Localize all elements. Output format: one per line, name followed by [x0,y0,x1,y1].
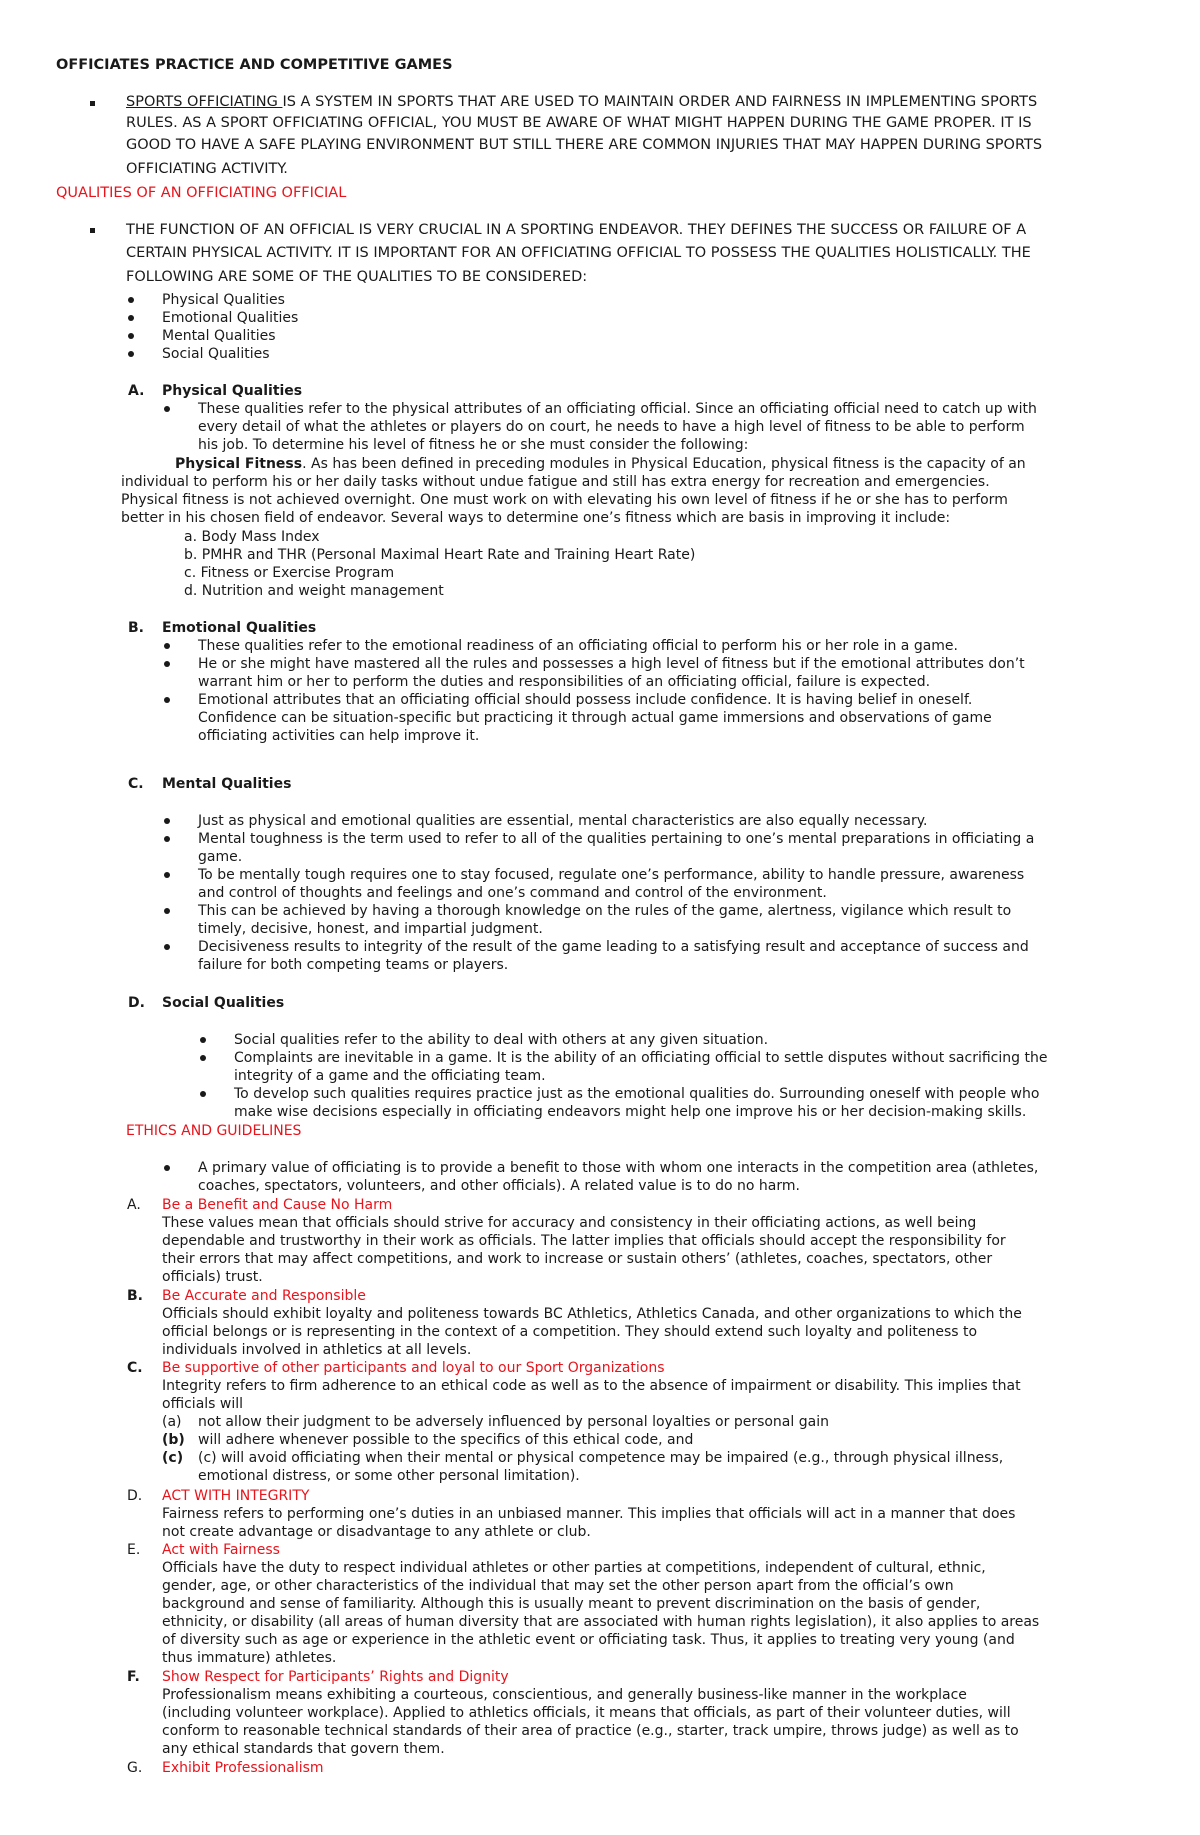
emotional-bullet-2: He or she might have mastered all the rules and possesses a high level of fitness but if the emotional attributes don’t [198,656,1025,672]
ethics-item-text: dependable and trustworthy in their work as officials. The latter implies that officials should accept the responsibility for [162,1233,1006,1249]
ethics-heading: ETHICS AND GUIDELINES [126,1123,302,1139]
bullet-dot [164,697,170,703]
fitness-line: Physical fitness is not achieved overnight. One must work on with elevating his own level of fitness if he or she has to perform [121,492,1008,508]
mental-bullet-2: Mental toughness is the term used to refer to all of the qualities pertaining to one’s mental preparations in officiating a [198,831,1035,847]
ethics-item-text: of diversity such as age or experience in the athletic event or officiating task. Thus, it applies to treating very young (and [162,1632,1015,1648]
ethics-letter: E. [127,1542,141,1558]
emotional-bullet-3-cont: Confidence can be situation-specific but practicing it through actual game immersions and observations of game [198,710,992,726]
ethics-item-text: officials will [162,1396,244,1412]
ethics-letter: G. [127,1760,143,1776]
bullet-dot [164,836,170,842]
ethics-item-text: individuals involved in athletics at all levels. [162,1342,472,1358]
fitness-way: c. Fitness or Exercise Program [184,565,395,581]
bullet-dot [164,944,170,950]
sub-text-cont: emotional distress, or some other personal limitation). [198,1468,580,1484]
bullet-dot [164,406,170,412]
section-letter: C. [128,776,144,792]
ethics-letter: D. [127,1488,143,1504]
intro-line-4: OFFICIATING ACTIVITY. [126,161,288,177]
mental-bullet-2-cont: game. [198,849,243,865]
bullet-dot [128,351,134,357]
ethics-item-text: conform to reasonable technical standards of their area of practice (e.g., starter, track umpire, throws judge) as well as to [162,1723,1019,1739]
intro-line-3: GOOD TO HAVE A SAFE PLAYING ENVIRONMENT BUT STILL THERE ARE COMMON INJURIES THAT MAY HAPPEN DURING SPORTS [126,137,1043,153]
ethics-item-title: Be a Benefit and Cause No Harm [162,1197,393,1213]
bullet-dot [200,1055,206,1061]
bullet-dot [128,315,134,321]
ethics-item-text: background and sense of familiarity. Although this is usually meant to prevent discrimination on the basis of gender, [162,1596,981,1612]
emotional-bullet-3-cont: officiating activities can help improve it. [198,728,480,744]
fitness-way: b. PMHR and THR (Personal Maximal Heart Rate and Training Heart Rate) [184,547,696,563]
ethics-letter: B. [127,1288,143,1304]
social-bullet-2: Complaints are inevitable in a game. It is the ability of an officiating official to settle disputes without sacrificing the [234,1050,1048,1066]
ethics-item-text: Professionalism means exhibiting a courteous, conscientious, and generally business-like manner in the workplace [162,1687,967,1703]
ethics-item-text: official belongs or is representing in the context of a competition. They should extend such loyalty and politeness to [162,1324,978,1340]
mental-heading: Mental Qualities [162,776,292,792]
emotional-bullet-1: These qualities refer to the emotional readiness of an officiating official to perform his or her role in a game. [198,638,958,654]
ethics-item-text: their errors that may affect competitions, and work to increase or sustain others’ (athletes, coaches, spectators, other [162,1251,993,1267]
bullet-square [90,101,95,106]
quality-list-item: Mental Qualities [162,328,276,344]
ethics-letter: F. [127,1669,140,1685]
ethics-item-text: Fairness refers to performing one’s duties in an unbiased manner. This implies that officials will act in a manner that does [162,1506,1016,1522]
intro-line-1: SPORTS OFFICIATING IS A SYSTEM IN SPORTS THAT ARE USED TO MAINTAIN ORDER AND FAIRNESS IN IMPLEMENTING SPORTS [126,94,1038,110]
ethics-item-title: Act with Fairness [162,1542,280,1558]
ethics-item-text: thus immature) athletes. [162,1650,337,1666]
social-bullet-3-cont: make wise decisions especially in officiating endeavors might help one improve his or her decision-making skills. [234,1104,1027,1120]
mental-bullet-1: Just as physical and emotional qualities are essential, mental characteristics are also equally necessary. [198,813,928,829]
emotional-bullet-2-cont: warrant him or her to perform the duties and responsibilities of an officiating official, failure is expected. [198,674,931,690]
social-bullet-2-cont: integrity of a game and the officiating team. [234,1068,546,1084]
fitness-way: a. Body Mass Index [184,529,320,545]
bullet-dot [164,1165,170,1171]
social-heading: Social Qualities [162,995,285,1011]
intro-term: SPORTS OFFICIATING [126,94,283,110]
sub-mark: (a) [162,1414,182,1430]
ethics-item-title: Be Accurate and Responsible [162,1288,366,1304]
ethics-item-text: ethnicity, or disability (all areas of human diversity that are associated with human rights legislation), it also applies to areas [162,1614,1040,1630]
quality-list-item: Emotional Qualities [162,310,299,326]
qualities-heading: QUALITIES OF AN OFFICIATING OFFICIAL [56,185,347,201]
emotional-bullet-3: Emotional attributes that an officiating official should possess include confidence. It is having belief in oneself. [198,692,973,708]
bullet-dot [164,661,170,667]
bullet-dot [128,297,134,303]
ethics-intro-cont: coaches, spectators, volunteers, and other officials). A related value is to do no harm. [198,1178,800,1194]
bullet-dot [200,1037,206,1043]
fitness-first-line: Physical Fitness. As has been defined in preceding modules in Physical Education, physical fitness is the capacity of an [175,456,1026,472]
ethics-item-text: Integrity refers to firm adherence to an ethical code as well as to the absence of impairment or disability. This implies that [162,1378,1021,1394]
social-bullet-3: To develop such qualities requires practice just as the emotional qualities do. Surrounding oneself with people who [234,1086,1040,1102]
ethics-item-title: Exhibit Professionalism [162,1760,324,1776]
ethics-item-title: Show Respect for Participants’ Rights and Dignity [162,1669,509,1685]
bullet-dot [200,1091,206,1097]
mental-bullet-5: Decisiveness results to integrity of the result of the game leading to a satisfying result and acceptance of success and [198,939,1029,955]
ethics-item-text: gender, age, or other characteristics of the individual that may set the other person apart from the official’s own [162,1578,954,1594]
document-title: OFFICIATES PRACTICE AND COMPETITIVE GAMES [56,57,453,73]
ethics-item-text: Officials should exhibit loyalty and politeness towards BC Athletics, Athletics Canada, and other organizations to which the [162,1306,1022,1322]
ethics-letter: A. [127,1197,141,1213]
fitness-line: better in his chosen field of endeavor. Several ways to determine one’s fitness which are basis in improving it include: [121,510,951,526]
fitness-way: d. Nutrition and weight management [184,583,444,599]
quality-list-item: Social Qualities [162,346,270,362]
mental-bullet-4: This can be achieved by having a thorough knowledge on the rules of the game, alertness, vigilance which result to [198,903,1012,919]
ethics-item-title: Be supportive of other participants and loyal to our Sport Organizations [162,1360,665,1376]
ethics-item-text: not create advantage or disadvantage to any athlete or club. [162,1524,591,1540]
function-line-2: CERTAIN PHYSICAL ACTIVITY. IT IS IMPORTANT FOR AN OFFICIATING OFFICIAL TO POSSESS THE QUALITIES HOLISTICALLY. THE [126,245,1031,261]
sub-mark: (b) [162,1432,185,1448]
ethics-item-text: Officials have the duty to respect individual athletes or other parties at competitions, independent of cultural, ethnic, [162,1560,986,1576]
mental-bullet-3: To be mentally tough requires one to stay focused, regulate one’s performance, ability to handle pressure, awareness [198,867,1025,883]
function-line-1: THE FUNCTION OF AN OFFICIAL IS VERY CRUCIAL IN A SPORTING ENDEAVOR. THEY DEFINES THE SUCCESS OR FAILURE OF A [126,222,1027,238]
function-line-3: FOLLOWING ARE SOME OF THE QUALITIES TO BE CONSIDERED: [126,269,588,285]
mental-bullet-5-cont: failure for both competing teams or players. [198,957,509,973]
bullet-dot [164,908,170,914]
physical-text-1: These qualities refer to the physical attributes of an officiating official. Since an officiating official need to catch up with [198,401,1037,417]
ethics-item-title: ACT WITH INTEGRITY [162,1488,310,1504]
ethics-intro: A primary value of officiating is to provide a benefit to those with whom one interacts in the competition area (athletes, [198,1160,1039,1176]
bullet-dot [164,643,170,649]
sub-mark: (c) [162,1450,184,1466]
ethics-letter: C. [127,1360,143,1376]
physical-text-3: his job. To determine his level of fitness he or she must consider the following: [198,437,749,453]
section-letter: A. [128,383,145,399]
sub-text: not allow their judgment to be adversely influenced by personal loyalties or personal gain [198,1414,829,1430]
mental-bullet-3-cont: and control of thoughts and feelings and one’s command and control of the environment. [198,885,827,901]
section-letter: D. [128,995,145,1011]
fitness-line: individual to perform his or her daily tasks without undue fatigue and still has extra energy for recreation and emergencies. [121,474,990,490]
ethics-item-text: officials) trust. [162,1269,263,1285]
sub-text: will adhere whenever possible to the specifics of this ethical code, and [198,1432,694,1448]
social-bullet-1: Social qualities refer to the ability to deal with others at any given situation. [234,1032,769,1048]
sub-text: (c) will avoid officiating when their mental or physical competence may be impaired (e.g., through physical illness, [198,1450,1004,1466]
bullet-square [90,228,95,233]
bullet-dot [164,818,170,824]
physical-text-2: every detail of what the athletes or players do on court, he needs to have a high level of fitness to be able to perform [198,419,1025,435]
ethics-item-text: any ethical standards that govern them. [162,1741,445,1757]
fitness-label: Physical Fitness [175,456,303,472]
ethics-item-text: (including volunteer workplace). Applied to athletics officials, it means that officials, as part of their volunteer duties, will [162,1705,1011,1721]
quality-list-item: Physical Qualities [162,292,285,308]
intro-line-2: RULES. AS A SPORT OFFICIATING OFFICIAL, YOU MUST BE AWARE OF WHAT MIGHT HAPPEN DURING THE GAME PROPER. IT IS [126,115,1032,131]
emotional-heading: Emotional Qualities [162,620,317,636]
section-letter: B. [128,620,144,636]
bullet-dot [164,872,170,878]
mental-bullet-4-cont: timely, decisive, honest, and impartial judgment. [198,921,543,937]
ethics-item-text: These values mean that officials should strive for accuracy and consistency in their officiating actions, as well being [162,1215,977,1231]
bullet-dot [128,333,134,339]
physical-heading: Physical Qualities [162,383,303,399]
